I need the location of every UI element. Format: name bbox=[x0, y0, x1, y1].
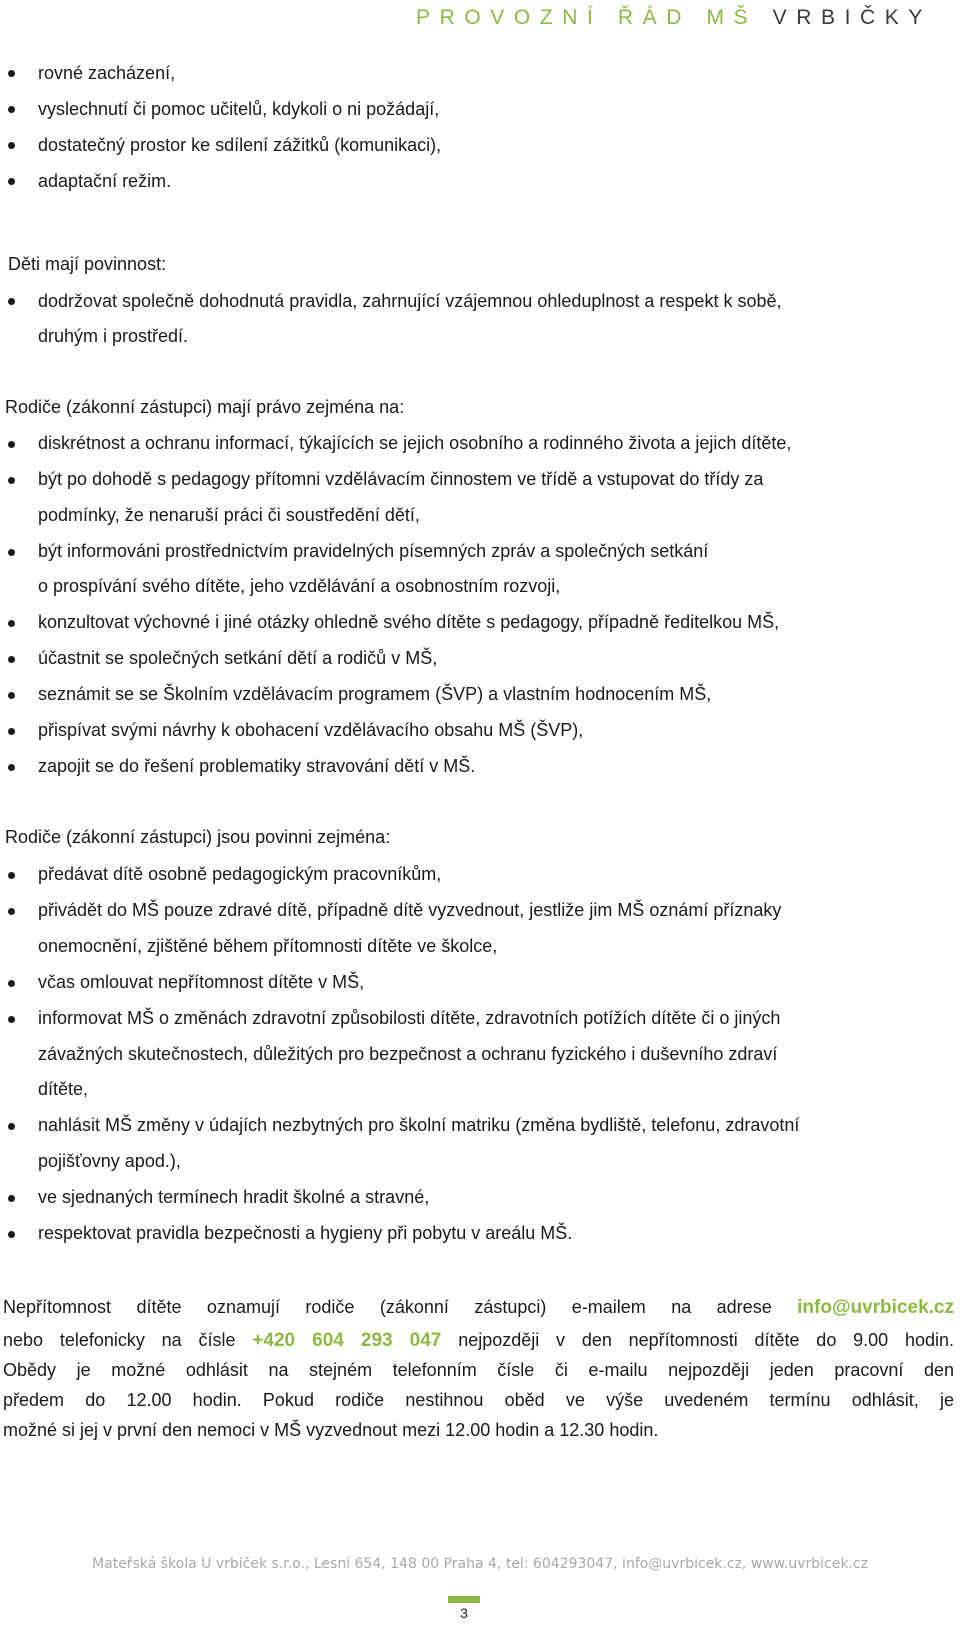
absence-text: nebo telefonicky na čísle bbox=[3, 1330, 236, 1350]
section-heading: Rodiče (zákonní zástupci) mají právo zejména na: bbox=[5, 397, 405, 417]
section-heading: Rodiče (zákonní zástupci) jsou povinni zejména: bbox=[5, 827, 391, 847]
bullet-icon bbox=[8, 728, 15, 735]
bullet-icon bbox=[8, 441, 15, 448]
bullet-icon bbox=[8, 477, 15, 484]
bullet-icon bbox=[8, 70, 15, 77]
list-item: být po dohodě s pedagogy přítomni vzdělávacím činnostem ve třídě a vstupovat do třídy za bbox=[38, 469, 764, 489]
document-header bbox=[416, 6, 932, 30]
bullet-icon bbox=[8, 764, 15, 771]
list-item: přivádět do MŠ pouze zdravé dítě, případně dítě vyzvednout, jestliže jim MŠ oznámí příznaky bbox=[38, 900, 782, 920]
list-item: zapojit se do řešení problematiky stravování dětí v MŠ. bbox=[38, 756, 476, 776]
bullet-icon bbox=[8, 178, 15, 185]
bullet-icon bbox=[8, 1195, 15, 1202]
section-heading: Děti mají povinnost: bbox=[8, 254, 167, 274]
bullet-icon bbox=[8, 620, 15, 627]
list-item-continuation: dítěte, bbox=[38, 1079, 89, 1099]
list-item: vyslechnutí či pomoc učitelů, kdykoli o ni požádají, bbox=[38, 99, 440, 119]
list-item-continuation: podmínky, že nenaruší práci či soustředění dětí, bbox=[38, 505, 420, 525]
page-number: 3 bbox=[460, 1605, 468, 1621]
list-item: dostatečný prostor ke sdílení zážitků (komunikaci), bbox=[38, 135, 442, 155]
absence-paragraph-line bbox=[3, 1296, 954, 1319]
header-title-part2: VRBIČKY bbox=[772, 6, 932, 29]
bullet-icon bbox=[8, 872, 15, 879]
bullet-icon bbox=[8, 1016, 15, 1023]
header-title-part1: PROVOZNÍ ŘÁD MŠ bbox=[415, 6, 758, 29]
list-item-continuation: onemocnění, zjištěné během přítomnosti dítěte ve školce, bbox=[38, 936, 498, 956]
bullet-icon bbox=[8, 1231, 15, 1238]
bullet-icon bbox=[8, 980, 15, 987]
phone-link[interactable]: +420 604 293 047 bbox=[252, 1330, 442, 1351]
bullet-icon bbox=[8, 106, 15, 113]
bullet-icon bbox=[8, 908, 15, 915]
list-item: seznámit se se Školním vzdělávacím programem (ŠVP) a vlastním hodnocením MŠ, bbox=[38, 684, 712, 704]
absence-paragraph-line: Obědy je možné odhlásit na stejném telefonním čísle či e-mailu nejpozději jeden pracovní den bbox=[3, 1360, 954, 1380]
absence-text: nejpozději v den nepřítomnosti dítěte do 9.00 hodin. bbox=[458, 1330, 954, 1350]
list-item: včas omlouvat nepřítomnost dítěte v MŠ, bbox=[38, 972, 365, 992]
bullet-icon bbox=[8, 298, 15, 305]
list-item: informovat MŠ o změnách zdravotní způsobilosti dítěte, zdravotních potížích dítěte či o jiných bbox=[38, 1008, 781, 1028]
list-item-continuation: druhým i prostředí. bbox=[38, 326, 189, 346]
bullet-icon bbox=[8, 1123, 15, 1130]
bullet-icon bbox=[8, 549, 15, 556]
email-link[interactable]: info@uvrbicek.cz bbox=[797, 1297, 954, 1318]
list-item-continuation: o prospívání svého dítěte, jeho vzdělávání a osobnostním rozvoji, bbox=[38, 576, 561, 596]
list-item: účastnit se společných setkání dětí a rodičů v MŠ, bbox=[38, 648, 438, 668]
list-item: ve sjednaných termínech hradit školné a stravné, bbox=[38, 1187, 430, 1207]
list-item: být informováni prostřednictvím pravidelných písemných zpráv a společných setkání bbox=[38, 541, 709, 561]
list-item: rovné zacházení, bbox=[38, 63, 176, 83]
list-item: předávat dítě osobně pedagogickým pracovníkům, bbox=[38, 864, 442, 884]
bullet-icon bbox=[8, 692, 15, 699]
list-item: diskrétnost a ochranu informací, týkajících se jejich osobního a rodinného života a jejich dítěte, bbox=[38, 433, 792, 453]
list-item-continuation: závažných skutečnostech, důležitých pro bezpečnost a ochranu fyzického i duševního zdraví bbox=[38, 1044, 778, 1064]
bullet-icon bbox=[8, 656, 15, 663]
absence-text: Nepřítomnost dítěte oznamují rodiče (zákonní zástupci) e-mailem na adrese bbox=[3, 1297, 772, 1317]
absence-paragraph-line: možné si jej v první den nemoci v MŠ vyzvednout mezi 12.00 hodin a 12.30 hodin. bbox=[3, 1420, 659, 1440]
list-item: dodržovat společně dohodnutá pravidla, zahrnující vzájemnou ohleduplnost a respekt k sobě, bbox=[38, 291, 782, 311]
absence-paragraph-line: předem do 12.00 hodin. Pokud rodiče nestihnou oběd ve výše uvedeném termínu odhlásit, je bbox=[3, 1390, 954, 1410]
bullet-icon bbox=[8, 142, 15, 149]
list-item: nahlásit MŠ změny v údajích nezbytných pro školní matriku (změna bydliště, telefonu, zdravotní bbox=[38, 1115, 800, 1135]
list-item-continuation: pojišťovny apod.), bbox=[38, 1151, 181, 1171]
list-item: přispívat svými návrhy k obohacení vzdělávacího obsahu MŠ (ŠVP), bbox=[38, 720, 584, 740]
list-item: adaptační režim. bbox=[38, 171, 172, 191]
list-item: konzultovat výchovné i jiné otázky ohledně svého dítěte s pedagogy, případně ředitelkou MŠ, bbox=[38, 612, 780, 632]
page-number-bar bbox=[448, 1596, 480, 1603]
absence-paragraph-line bbox=[3, 1329, 954, 1352]
list-item: respektovat pravidla bezpečnosti a hygieny při pobytu v areálu MŠ. bbox=[38, 1223, 573, 1243]
footer-address: Mateřská škola U vrbiček s.r.o., Lesní 654, 148 00 Praha 4, tel: 604293047, info@uvrbicek.cz, www.uvrbicek.cz bbox=[92, 1556, 868, 1572]
